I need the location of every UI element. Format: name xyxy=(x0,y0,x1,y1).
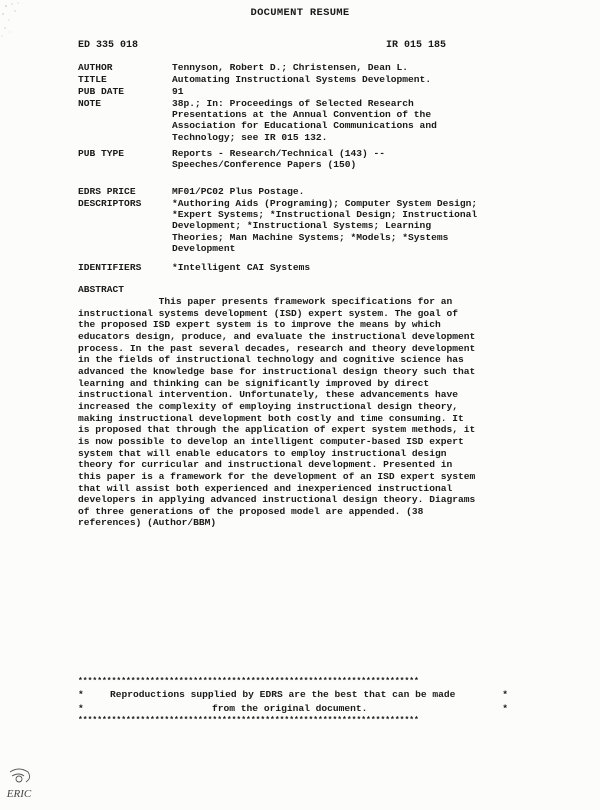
field-value-line: Speeches/Conference Papers (150) xyxy=(172,159,357,171)
star-edge-left: * xyxy=(78,703,84,714)
abstract-line: increased the complexity of employing instructional design theory, xyxy=(78,400,458,412)
field-value-line: Development; *Instructional Systems; Learning xyxy=(172,220,432,232)
abstract-line: instructional intervention. Unfortunately, these advancements have xyxy=(78,389,458,401)
abstract-heading: ABSTRACT xyxy=(78,284,125,295)
star-border-top: *********************************************************************** xyxy=(78,677,419,686)
field-value-line: *Intelligent CAI Systems xyxy=(172,262,311,273)
field-value xyxy=(172,62,512,73)
ed-number: ED 335 018 xyxy=(78,40,139,51)
field-value xyxy=(172,262,512,273)
field-value xyxy=(172,74,512,85)
eric-logo-text: ERIC xyxy=(6,788,32,800)
field-value-line: *Expert Systems; *Instructional Design; Instructional xyxy=(172,209,478,221)
abstract-line: developers in applying advanced instructional design theory. Diagrams xyxy=(78,494,476,506)
abstract-line: instructional systems development (ISD) expert system. The goal of xyxy=(78,307,458,319)
abstract-line: that will assist both experienced and inexperienced instructional xyxy=(78,482,453,494)
abstract-line: learning and thinking can be significantly improved by direct xyxy=(78,377,430,389)
field-label: DESCRIPTORS xyxy=(78,198,142,209)
field-value-line: Theories; Man Machine Systems; *Models; *Systems xyxy=(172,231,449,243)
field-value-line: Association for Educational Communications and xyxy=(172,120,437,132)
field-value xyxy=(172,98,512,143)
star-edge-right: * xyxy=(502,703,508,714)
star-edge-left: * xyxy=(78,689,84,700)
field-value xyxy=(172,148,512,170)
field-value-line: Presentations at the Annual Convention of the xyxy=(172,109,432,121)
field-value xyxy=(172,186,512,197)
abstract-line: educators design, produce, and evaluate the instructional development xyxy=(78,330,476,342)
abstract-line: This paper presents framework specifications for an xyxy=(78,296,453,307)
abstract-line: of three generations of the proposed model are appended. (38 xyxy=(78,505,424,517)
abstract-line: theory for curricular and instructional development. Presented in xyxy=(78,459,453,471)
field-value-line: 91 xyxy=(172,86,184,97)
eric-logo-icon xyxy=(4,766,34,806)
abstract-line: system that will enable educators to employ instructional design xyxy=(78,447,447,459)
field-value-line: Reports - Research/Technical (143) -- xyxy=(172,148,386,159)
field-label: PUB DATE xyxy=(78,86,125,97)
field-label: EDRS PRICE xyxy=(78,186,136,197)
field-value-line: Development xyxy=(172,242,236,254)
field-value-line: 38p.; In: Proceedings of Selected Research xyxy=(172,98,414,109)
field-label: NOTE xyxy=(78,98,102,109)
abstract-line: is now possible to develop an intelligent computer-based ISD expert xyxy=(78,435,464,447)
field-label: AUTHOR xyxy=(78,62,113,73)
abstract-body xyxy=(78,296,518,529)
abstract-line: this paper is a framework for the development of an ISD expert system xyxy=(78,470,476,482)
field-label: TITLE xyxy=(78,74,107,85)
field-value-line: Tennyson, Robert D.; Christensen, Dean L. xyxy=(172,62,409,73)
abstract-line: advanced the knowledge base for instructional design theory such that xyxy=(78,365,476,377)
field-value-line: MF01/PC02 Plus Postage. xyxy=(172,186,305,197)
abstract-line: in the fields of instructional technology and cognitive science has xyxy=(78,354,464,366)
field-label: PUB TYPE xyxy=(78,148,125,159)
reproduction-notice-text2: from the original document. xyxy=(212,703,368,714)
field-value xyxy=(172,198,512,254)
field-label: IDENTIFIERS xyxy=(78,262,142,273)
field-value-line: *Authoring Aids (Programing); Computer System Design; xyxy=(172,198,478,209)
abstract-line: the proposed ISD expert system is to improve the means by which xyxy=(78,319,441,331)
star-border-bottom: *********************************************************************** xyxy=(78,716,419,725)
star-edge-right: * xyxy=(502,689,508,700)
abstract-line: is proposed that through the application of expert system methods, it xyxy=(78,424,476,436)
field-value-line: Automating Instructional Systems Development. xyxy=(172,74,432,85)
abstract-line: making instructional development both costly and time consuming. It xyxy=(78,412,464,424)
field-value xyxy=(172,86,512,97)
document-title: DOCUMENT RESUME xyxy=(250,7,350,19)
abstract-line: process. In the past several decades, research and theory development xyxy=(78,342,476,354)
reproduction-notice-text1: Reproductions supplied by EDRS are the best that can be made xyxy=(110,689,456,700)
field-value-line: Technology; see IR 015 132. xyxy=(172,131,328,143)
abstract-line: references) (Author/BBM) xyxy=(78,517,217,529)
ir-number: IR 015 185 xyxy=(386,40,447,51)
